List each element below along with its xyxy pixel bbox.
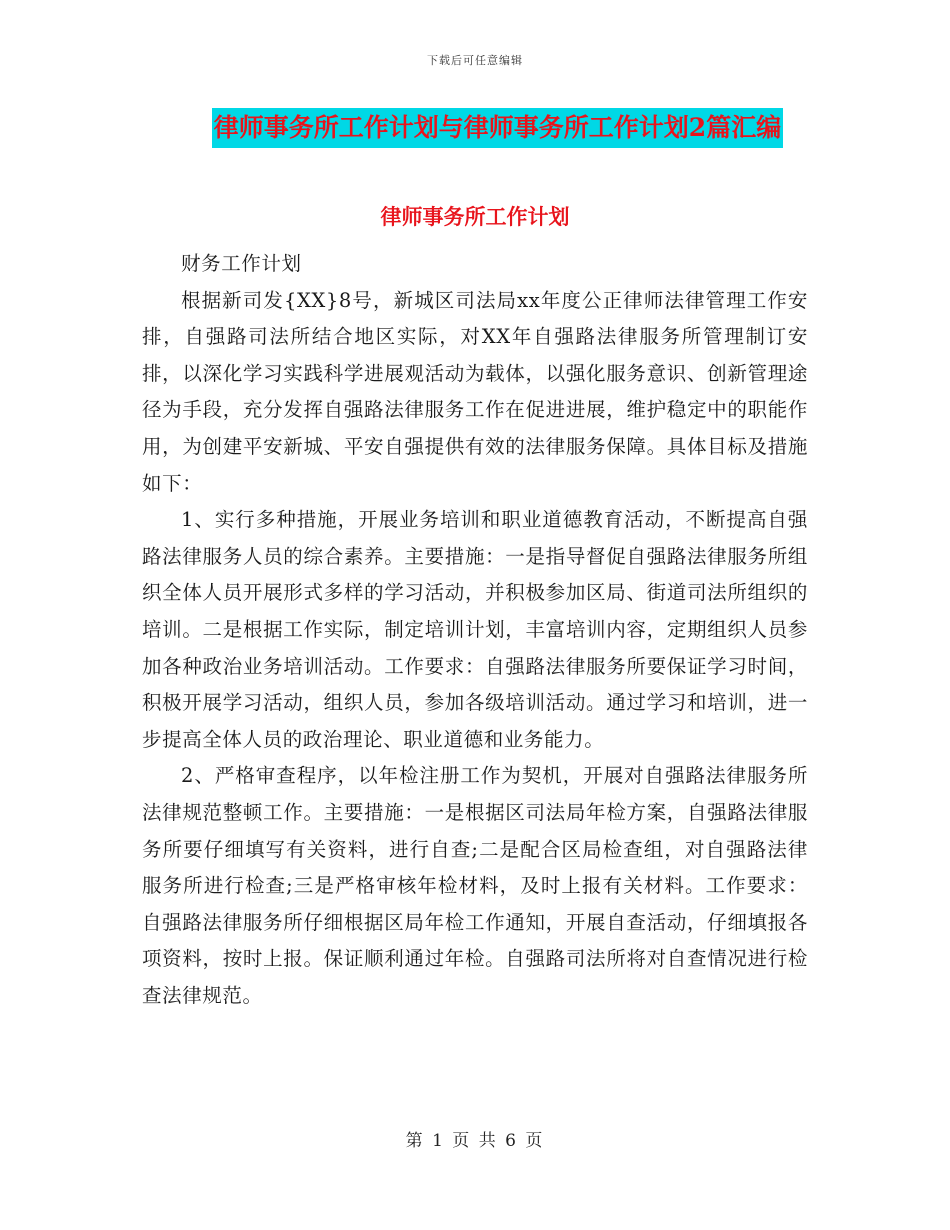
page-header-note: 下载后可任意编辑 — [427, 54, 523, 67]
document-main-title: 律师事务所工作计划与律师事务所工作计划2篇汇编 — [212, 108, 783, 148]
section-title: 律师事务所工作计划 — [380, 204, 570, 229]
paragraph-item-2: 2、严格审查程序，以年检注册工作为契机，开展对自强路法律服务所法律规范整顿工作。主要措施：一是根据区司法局年检方案，自强路法律服务所要仔细填写有关资料，进行自查;二是配合区局检查组，对自强路法律服务所进行检查;三是严格审核年检材料，及时上报有关材料。工作要求：自强路法律服务所仔细根据区局年检工作通知，开展自查活动，仔细填报各项资料，按时上报。保证顺利通过年检。自强路司法所将对自查情况进行检查法律规范。 — [142, 764, 808, 1007]
paragraph-intro: 根据新司发{XX}8号，新城区司法局xx年度公正律师法律管理工作安排，自强路司法所结合地区实际，对XX年自强路法律服务所管理制订安排，以深化学习实践科学进展观活动为载体，以强化服务意识、创新管理途径为手段，充分发挥自强路法律服务工作在促进进展，维护稳定中的职能作用，为创建平安新城、平安自强提供有效的法律服务保障。具体目标及措施如下： — [142, 288, 808, 495]
document-body — [142, 246, 808, 1014]
main-title-container — [0, 108, 950, 148]
paragraph-item-1: 1、实行多种措施，开展业务培训和职业道德教育活动，不断提高自强路法律服务人员的综合素养。主要措施：一是指导督促自强路法律服务所组织全体人员开展形式多样的学习活动，并积极参加区局、街道司法所组织的培训。二是根据工作实际，制定培训计划，丰富培训内容，定期组织人员参加各种政治业务培训活动。工作要求：自强路法律服务所要保证学习时间，积极开展学习活动，组织人员，参加各级培训活动。通过学习和培训，进一步提高全体人员的政治理论、职业道德和业务能力。 — [142, 508, 808, 751]
page-number: 第 1 页 共 6 页 — [405, 1131, 545, 1151]
paragraph-subtitle: 财务工作计划 — [181, 252, 302, 275]
